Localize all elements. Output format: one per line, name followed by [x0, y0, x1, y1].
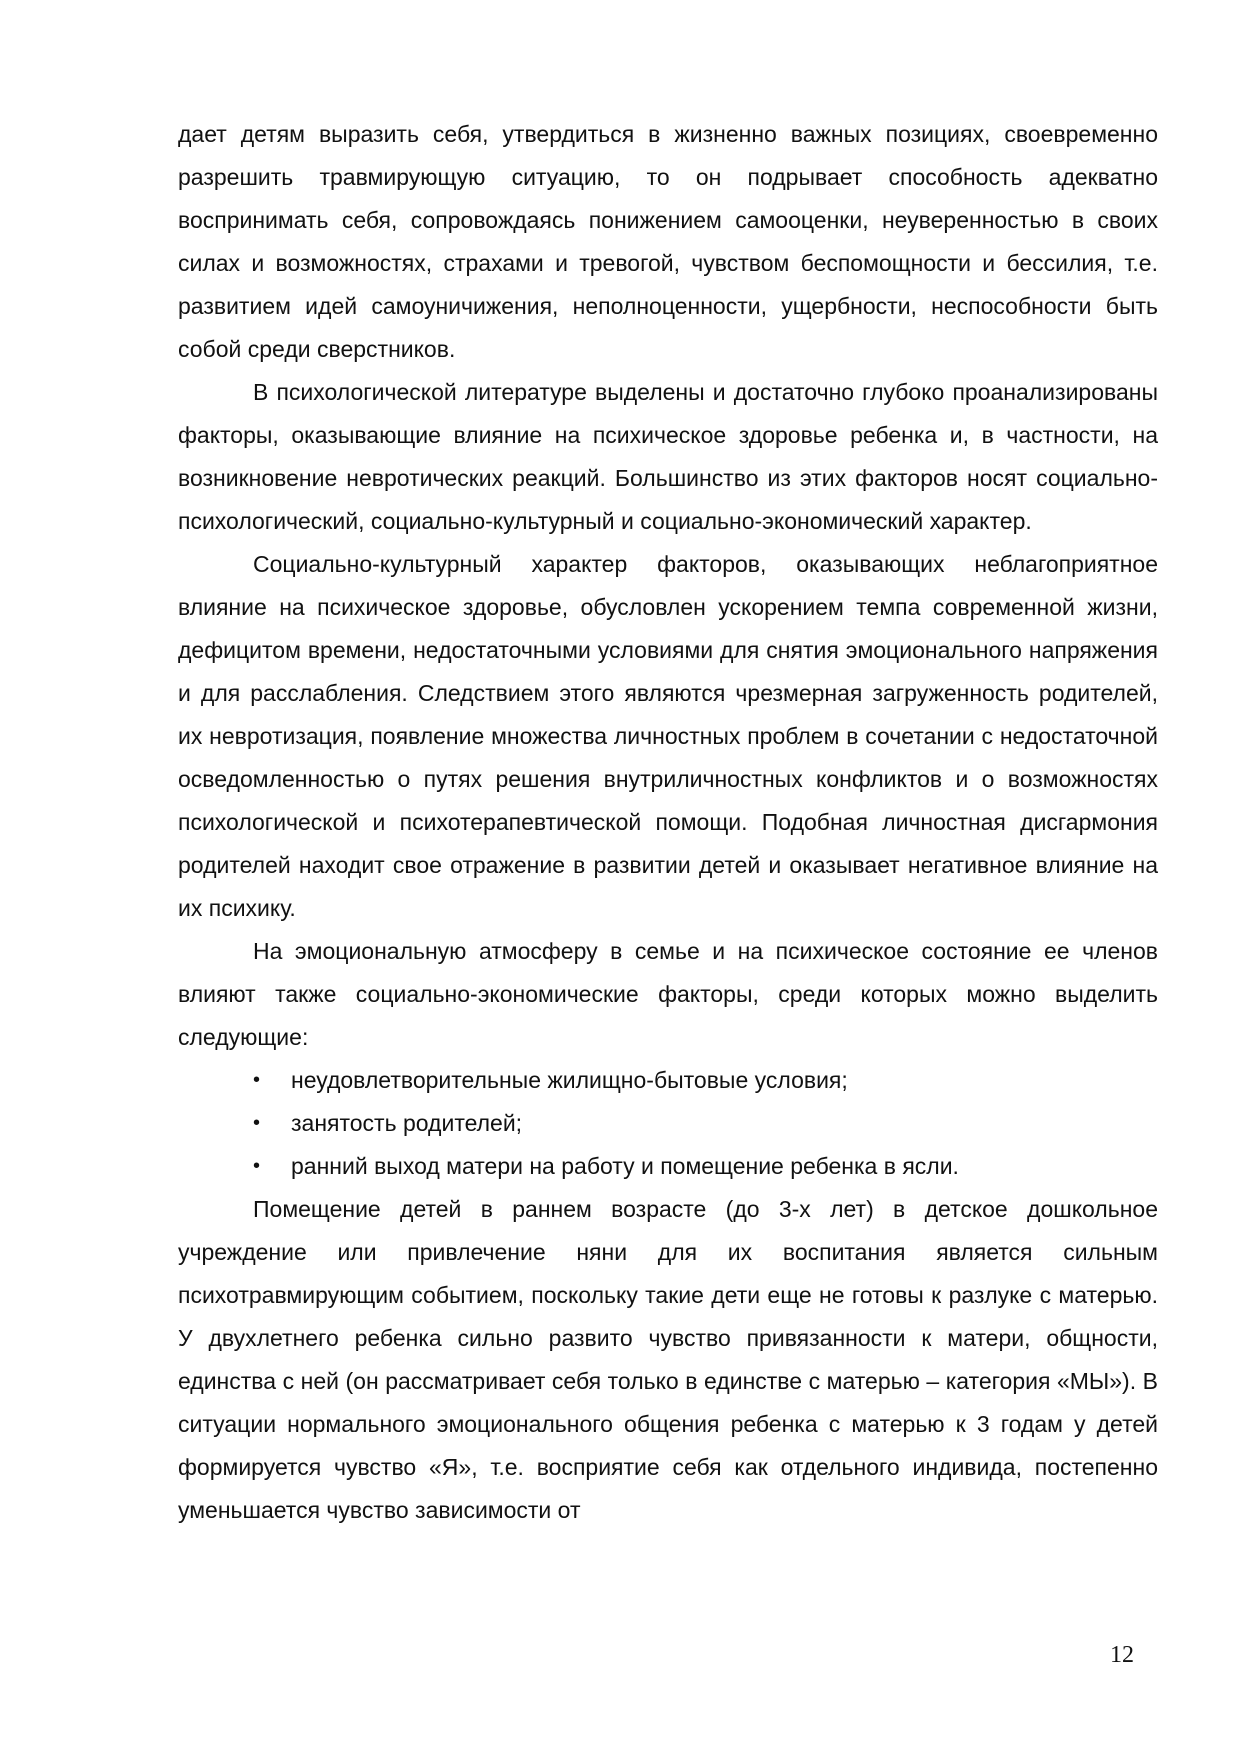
list-item-text: занятость родителей;: [291, 1110, 523, 1136]
paragraph: Помещение детей в раннем возрасте (до 3-х лет) в детское дошкольное учреждение или привлечение няни для их воспитания является сильным психотравмирующим событием, поскольку такие дети еще не готовы к разлуке с матерью. У двухлетнего ребенка сильно развито чувство привязанности к матери, общности, единства с ней (он рассматривает себя только в единстве с матерью – категория «МЫ»). В ситуации нормального эмоционального общения ребенка с матерью к 3 годам у детей формируется чувство «Я», т.е. восприятие себя как отдельного индивида, постепенно уменьшается чувство зависимости от: [178, 1196, 1158, 1523]
page-number: 12: [1110, 1642, 1134, 1668]
list-item: [178, 1059, 1158, 1102]
bullet-icon: •: [253, 1069, 261, 1091]
paragraph: В психологической литературе выделены и достаточно глубоко проанализированы факторы, оказывающие влияние на психическое здоровье ребенка и, в частности, на возникновение невротических реакций. Большинство из этих факторов носят социально-психологический, социально-культурный и социально-экономический характер.: [178, 379, 1158, 534]
list-item: [178, 1102, 1158, 1145]
paragraph: дает детям выразить себя, утвердиться в жизненно важных позициях, своевременно разрешить травмирующую ситуацию, то он подрывает способность адекватно воспринимать себя, сопровождаясь понижением самооценки, неуверенностью в своих силах и возможностях, страхами и тревогой, чувством беспомощности и бессилия, т.е. развитием идей самоуничижения, неполноценности, ущербности, неспособности быть собой среди сверстников.: [178, 121, 1158, 362]
paragraph: Социально-культурный характер факторов, оказывающих неблагоприятное влияние на психическое здоровье, обусловлен ускорением темпа современной жизни, дефицитом времени, недостаточными условиями для снятия эмоционального напряжения и для расслабления. Следствием этого являются чрезмерная загруженность родителей, их невротизация, появление множества личностных проблем в сочетании с недостаточной осведомленностью о путях решения внутриличностных конфликтов и о возможностях психологической и психотерапевтической помощи. Подобная личностная дисгармония родителей находит свое отражение в развитии детей и оказывает негативное влияние на их психику.: [178, 551, 1158, 921]
bullet-list: [178, 1059, 1158, 1188]
list-item-text: ранний выход матери на работу и помещение ребенка в ясли.: [291, 1153, 959, 1179]
bullet-icon: •: [253, 1112, 261, 1134]
paragraph: На эмоциональную атмосферу в семье и на психическое состояние ее членов влияют также социально-экономические факторы, среди которых можно выделить следующие:: [178, 938, 1158, 1050]
list-item-text: неудовлетворительные жилищно-бытовые условия;: [291, 1067, 848, 1093]
bullet-icon: •: [253, 1155, 261, 1177]
list-item: [178, 1145, 1158, 1188]
document-body: [178, 113, 1158, 1532]
